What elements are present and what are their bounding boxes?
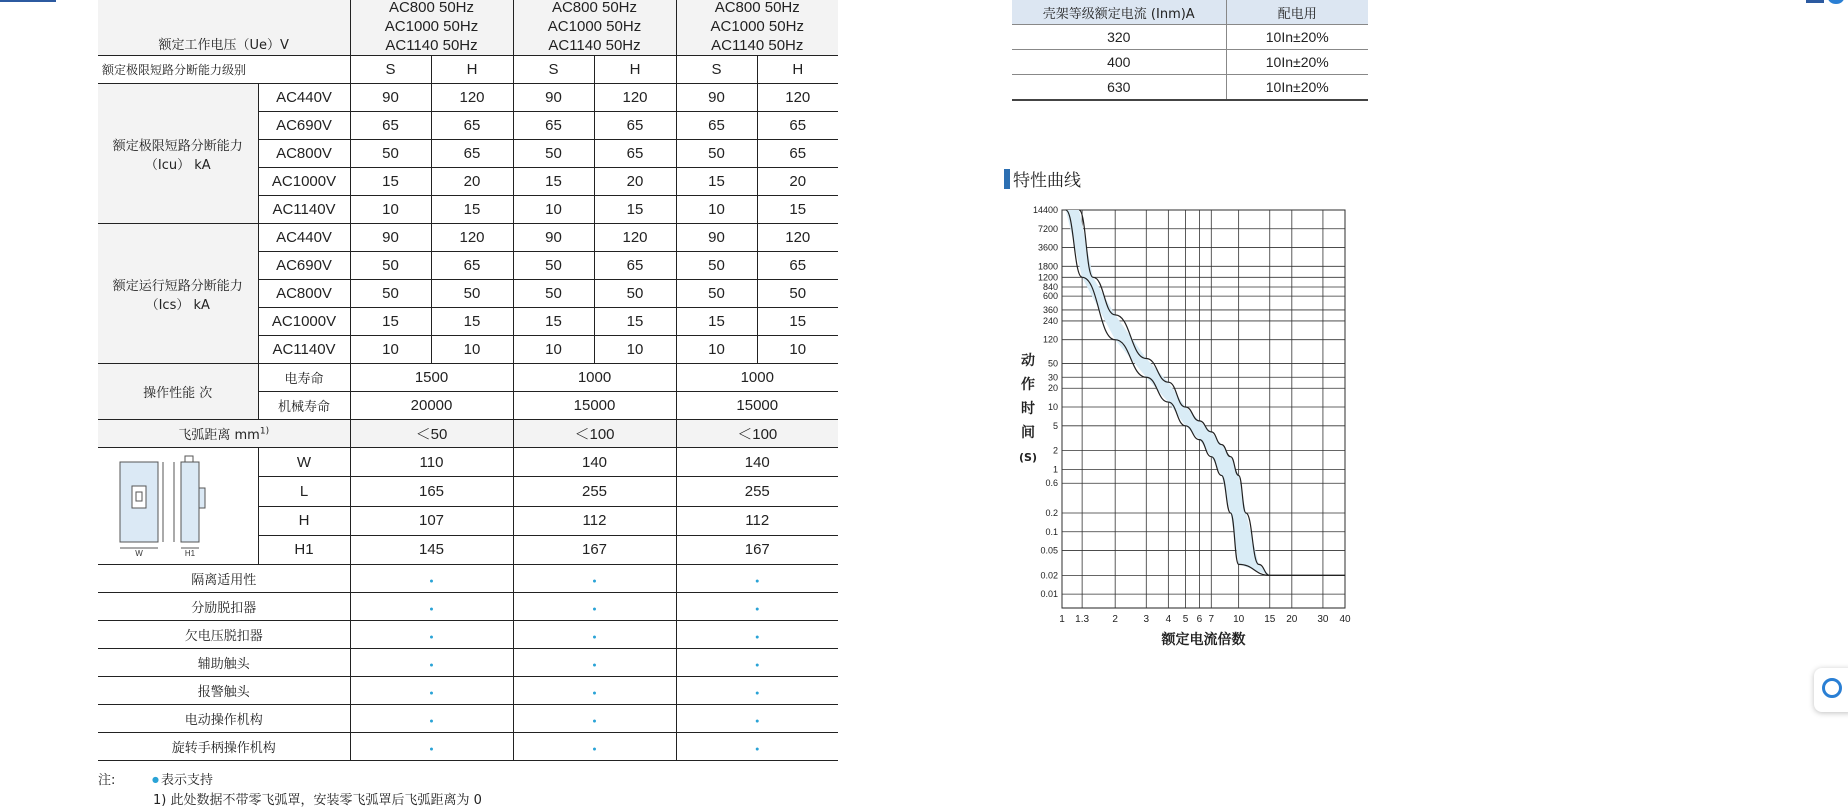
support-dot [676, 565, 838, 593]
header-frame-current: 壳架等级额定电流 (Inm)A [1012, 0, 1226, 25]
value-cell: 10 [676, 336, 757, 364]
bullet-icon: ● [152, 775, 159, 784]
table-row [98, 677, 838, 705]
y-tick-label: 50 [1047, 358, 1058, 369]
table-row [98, 733, 838, 761]
value-cell: 15 [757, 308, 838, 336]
h1-label: H1 [184, 549, 195, 558]
ics-label: 额定运行短路分断能力（Ics） kA [98, 224, 258, 364]
characteristic-curve-chart [1000, 190, 1360, 670]
value-cell: 65 [757, 252, 838, 280]
table-row [1012, 50, 1368, 75]
value-cell: 90 [676, 224, 757, 252]
table-row [98, 705, 838, 733]
voltage-line: AC800 50Hz [551, 0, 638, 16]
value-cell: 120 [594, 84, 676, 112]
icu-label: 额定极限短路分断能力（Icu） kA [98, 84, 258, 224]
value-cell: 65 [350, 112, 431, 140]
x-tick-label: 1.3 [1075, 614, 1090, 625]
value-cell: 10 [350, 196, 431, 224]
value-cell: 120 [757, 84, 838, 112]
note-footnote: 1) 此处数据不带零飞弧罩，安装零飞弧罩后飞弧距离为 0 [153, 793, 482, 808]
x-tick-label: 20 [1286, 614, 1298, 625]
y-axis-label: (S) [1019, 451, 1037, 464]
support-dot-icon [429, 628, 433, 642]
note-label: 注: [98, 773, 116, 788]
top-left-accent [0, 0, 56, 2]
support-dot-icon [429, 572, 433, 586]
value-cell: 167 [676, 535, 838, 564]
value-cell: 1000 [513, 364, 676, 392]
support-dot-icon [592, 600, 596, 614]
value-cell: 10 [757, 336, 838, 364]
support-dot-icon [592, 572, 596, 586]
arc-value: ＜100 [676, 420, 838, 448]
support-dot [676, 705, 838, 733]
support-dot [676, 649, 838, 677]
dimension-diagram [98, 448, 258, 565]
value-cell: 15 [350, 308, 431, 336]
accessory-name: 电动操作机构 [98, 705, 350, 733]
support-dot [676, 733, 838, 761]
support-dot-icon [429, 712, 433, 726]
x-tick-label: 6 [1196, 614, 1203, 625]
support-dot [513, 677, 676, 705]
value-cell: 10 [350, 336, 431, 364]
value-cell: 10 [676, 196, 757, 224]
y-tick-label: 600 [1042, 291, 1058, 302]
y-axis-label: 间 [1021, 425, 1035, 441]
y-tick-label: 0.6 [1045, 478, 1058, 489]
x-tick-label: 15 [1264, 614, 1276, 625]
support-dot [350, 649, 513, 677]
y-tick-label: 2 [1052, 445, 1058, 456]
value-cell: 50 [513, 252, 594, 280]
value-cell: 120 [757, 224, 838, 252]
cell-setting: 10In±20% [1226, 75, 1368, 101]
breaking-grade-label: 额定极限短路分断能力级别 [98, 56, 350, 84]
value-cell: 90 [350, 84, 431, 112]
x-tick-label: 5 [1182, 614, 1189, 625]
value-cell: 255 [513, 477, 676, 506]
spec-table [98, 0, 838, 761]
value-cell: 90 [513, 224, 594, 252]
table-row [98, 224, 838, 252]
section-title [1004, 166, 1081, 191]
value-cell: 50 [513, 140, 594, 168]
voltage-cell: AC690V [258, 252, 350, 280]
value-cell: 140 [513, 448, 676, 477]
value-cell: 167 [513, 535, 676, 564]
value-cell: 10 [594, 336, 676, 364]
value-cell: 65 [757, 112, 838, 140]
value-cell: 50 [350, 280, 431, 308]
grade-cell: S [513, 56, 594, 84]
x-tick-label: 3 [1143, 614, 1150, 625]
y-tick-label: 1200 [1037, 272, 1058, 283]
x-tick-label: 7 [1208, 614, 1215, 625]
value-cell: 65 [757, 140, 838, 168]
note-support [98, 769, 213, 788]
value-cell: 110 [350, 448, 513, 477]
dimension-name: H [258, 506, 350, 535]
grade-cell: S [676, 56, 757, 84]
value-cell: 1500 [350, 364, 513, 392]
y-tick-label: 3600 [1037, 242, 1058, 253]
value-cell: 65 [513, 112, 594, 140]
support-dot [513, 733, 676, 761]
value-cell: 65 [431, 140, 513, 168]
accessory-name: 报警触头 [98, 677, 350, 705]
value-cell: 50 [431, 280, 513, 308]
voltage-cell: AC1140V [258, 196, 350, 224]
arc-footnote-mark: 1) [259, 426, 270, 437]
y-tick-label: 0.01 [1040, 589, 1058, 600]
grade-cell: H [757, 56, 838, 84]
value-cell: 50 [350, 252, 431, 280]
width-label: W [134, 549, 143, 558]
arc-value: ＜50 [350, 420, 513, 448]
y-tick-label: 14400 [1032, 205, 1058, 215]
y-tick-label: 0.2 [1045, 508, 1058, 519]
support-dot-icon [429, 740, 433, 754]
rated-current-table [1012, 0, 1368, 101]
y-tick-label: 1800 [1037, 261, 1058, 272]
grade-cell: H [431, 56, 513, 84]
value-cell: 165 [350, 477, 513, 506]
top-right-logo [1806, 0, 1848, 6]
value-cell: 20 [757, 168, 838, 196]
support-dot-icon [755, 684, 759, 698]
value-cell: 50 [350, 140, 431, 168]
voltage-cell: AC690V [258, 112, 350, 140]
voltage-line: AC800 50Hz [714, 0, 800, 16]
value-cell: 50 [757, 280, 838, 308]
y-tick-label: 840 [1042, 281, 1058, 292]
value-cell: 65 [594, 112, 676, 140]
value-cell: 15 [513, 168, 594, 196]
support-dot [513, 649, 676, 677]
value-cell: 50 [676, 280, 757, 308]
dimension-name: H1 [258, 535, 350, 564]
value-cell: 90 [676, 84, 757, 112]
support-dot [350, 565, 513, 593]
value-cell: 120 [431, 224, 513, 252]
value-cell: 112 [676, 506, 838, 535]
x-tick-label: 2 [1112, 614, 1118, 625]
support-dot-icon [429, 600, 433, 614]
table-row [98, 420, 838, 448]
value-cell: 65 [431, 252, 513, 280]
value-cell: 15 [594, 308, 676, 336]
side-assistant-button[interactable] [1814, 668, 1848, 712]
x-axis-label: 额定电流倍数 [1161, 632, 1246, 648]
cell-setting: 10In±20% [1226, 25, 1368, 50]
value-cell: 15 [431, 308, 513, 336]
voltage-cell: AC1000V [258, 168, 350, 196]
support-dot-icon [429, 684, 433, 698]
dimension-name: L [258, 477, 350, 506]
value-cell: 15 [594, 196, 676, 224]
support-dot [676, 621, 838, 649]
cell-current: 400 [1012, 50, 1226, 75]
support-dot-icon [592, 656, 596, 670]
table-row [1012, 75, 1368, 101]
value-cell: 15000 [676, 392, 838, 420]
x-tick-label: 1 [1059, 614, 1065, 625]
voltage-line: AC1140 50Hz [711, 37, 804, 54]
cell-current: 630 [1012, 75, 1226, 101]
voltage-values [676, 0, 838, 56]
x-tick-label: 40 [1339, 614, 1351, 625]
op-name: 机械寿命 [258, 392, 350, 420]
value-cell: 50 [594, 280, 676, 308]
support-dot [350, 733, 513, 761]
y-tick-label: 360 [1042, 304, 1058, 315]
voltage-line: AC1140 50Hz [385, 37, 478, 54]
support-dot [350, 621, 513, 649]
y-tick-label: 7200 [1037, 223, 1058, 234]
assistant-icon [1822, 678, 1842, 698]
x-tick-label: 10 [1233, 614, 1245, 625]
value-cell: 120 [431, 84, 513, 112]
table-row [98, 364, 838, 392]
y-tick-label: 1 [1052, 464, 1058, 475]
y-tick-label: 0.02 [1040, 570, 1058, 581]
note-bullet-text: 表示支持 [160, 773, 213, 788]
value-cell: 15 [757, 196, 838, 224]
support-dot [676, 593, 838, 621]
support-dot-icon [592, 684, 596, 698]
y-axis-label: 动 [1021, 353, 1035, 369]
value-cell: 15 [513, 308, 594, 336]
x-tick-label: 4 [1165, 614, 1172, 625]
value-cell: 10 [513, 336, 594, 364]
accessory-name: 旋转手柄操作机构 [98, 733, 350, 761]
y-tick-label: 120 [1042, 334, 1058, 345]
value-cell: 20 [431, 168, 513, 196]
support-dot [513, 621, 676, 649]
support-dot [676, 677, 838, 705]
op-label: 操作性能 次 [98, 364, 258, 420]
y-tick-label: 5 [1052, 420, 1058, 431]
header-distribution: 配电用 [1226, 0, 1368, 25]
accessory-name: 分励脱扣器 [98, 593, 350, 621]
table-row [98, 0, 838, 56]
value-cell: 15 [431, 196, 513, 224]
support-dot [350, 705, 513, 733]
voltage-label: 额定工作电压（Ue）V [98, 0, 350, 56]
voltage-cell: AC800V [258, 140, 350, 168]
accessory-name: 欠电压脱扣器 [98, 621, 350, 649]
breaker-outline-diagram [99, 448, 257, 560]
value-cell: 20 [594, 168, 676, 196]
section-marker [1004, 169, 1010, 189]
voltage-cell: AC440V [258, 84, 350, 112]
cell-current: 320 [1012, 25, 1226, 50]
support-dot-icon [755, 600, 759, 614]
support-dot [513, 565, 676, 593]
value-cell: 120 [594, 224, 676, 252]
voltage-values [350, 0, 513, 56]
table-row [98, 621, 838, 649]
support-dot-icon [592, 628, 596, 642]
value-cell: 50 [513, 280, 594, 308]
voltage-line: AC1000 50Hz [384, 18, 479, 35]
table-row [98, 565, 838, 593]
y-tick-label: 20 [1047, 383, 1058, 394]
table-row [98, 56, 838, 84]
value-cell: 90 [350, 224, 431, 252]
value-cell: 50 [676, 140, 757, 168]
voltage-cell: AC1000V [258, 308, 350, 336]
y-tick-label: 240 [1042, 315, 1058, 326]
value-cell: 10 [431, 336, 513, 364]
grade-cell: S [350, 56, 431, 84]
x-tick-label: 30 [1317, 614, 1329, 625]
value-cell: 255 [676, 477, 838, 506]
voltage-line: AC1000 50Hz [547, 18, 642, 35]
arc-label [98, 420, 350, 448]
value-cell: 107 [350, 506, 513, 535]
value-cell: 50 [676, 252, 757, 280]
value-cell: 65 [594, 140, 676, 168]
support-dot-icon [592, 712, 596, 726]
value-cell: 65 [676, 112, 757, 140]
op-name: 电寿命 [258, 364, 350, 392]
support-dot [513, 593, 676, 621]
y-axis-label: 时 [1021, 401, 1035, 417]
support-dot [350, 593, 513, 621]
voltage-line: AC1000 50Hz [710, 18, 804, 35]
value-cell: 1000 [676, 364, 838, 392]
value-cell: 10 [513, 196, 594, 224]
section-title-text: 特性曲线 [1013, 171, 1081, 191]
support-dot [350, 677, 513, 705]
arc-value: ＜100 [513, 420, 676, 448]
y-tick-label: 0.1 [1045, 526, 1058, 537]
value-cell: 145 [350, 535, 513, 564]
support-dot-icon [592, 740, 596, 754]
value-cell: 65 [431, 112, 513, 140]
table-row [98, 593, 838, 621]
voltage-line: AC1140 50Hz [548, 37, 641, 54]
voltage-values [513, 0, 676, 56]
value-cell: 20000 [350, 392, 513, 420]
support-dot-icon [755, 628, 759, 642]
arc-label-text: 飞弧距离 mm [178, 428, 260, 443]
value-cell: 65 [594, 252, 676, 280]
value-cell: 112 [513, 506, 676, 535]
y-tick-label: 30 [1047, 372, 1058, 383]
value-cell: 140 [676, 448, 838, 477]
plot-frame [1062, 210, 1345, 608]
voltage-line: AC800 50Hz [388, 0, 475, 16]
y-tick-label: 10 [1047, 402, 1058, 413]
support-dot-icon [755, 656, 759, 670]
value-cell: 15 [350, 168, 431, 196]
support-dot-icon [755, 712, 759, 726]
voltage-cell: AC800V [258, 280, 350, 308]
value-cell: 90 [513, 84, 594, 112]
value-cell: 15 [676, 308, 757, 336]
voltage-cell: AC440V [258, 224, 350, 252]
cell-setting: 10In±20% [1226, 50, 1368, 75]
y-axis-label: 作 [1021, 377, 1035, 393]
dimension-name: W [258, 448, 350, 477]
table-row [1012, 25, 1368, 50]
support-dot [513, 705, 676, 733]
accessory-name: 隔离适用性 [98, 565, 350, 593]
support-dot-icon [755, 572, 759, 586]
voltage-cell: AC1140V [258, 336, 350, 364]
table-row [98, 84, 838, 112]
value-cell: 15000 [513, 392, 676, 420]
grade-cell: H [594, 56, 676, 84]
support-dot-icon [429, 656, 433, 670]
table-row [98, 649, 838, 677]
support-dot-icon [755, 740, 759, 754]
value-cell: 15 [676, 168, 757, 196]
accessory-name: 辅助触头 [98, 649, 350, 677]
table-row [98, 448, 838, 477]
y-tick-label: 0.05 [1040, 545, 1058, 556]
